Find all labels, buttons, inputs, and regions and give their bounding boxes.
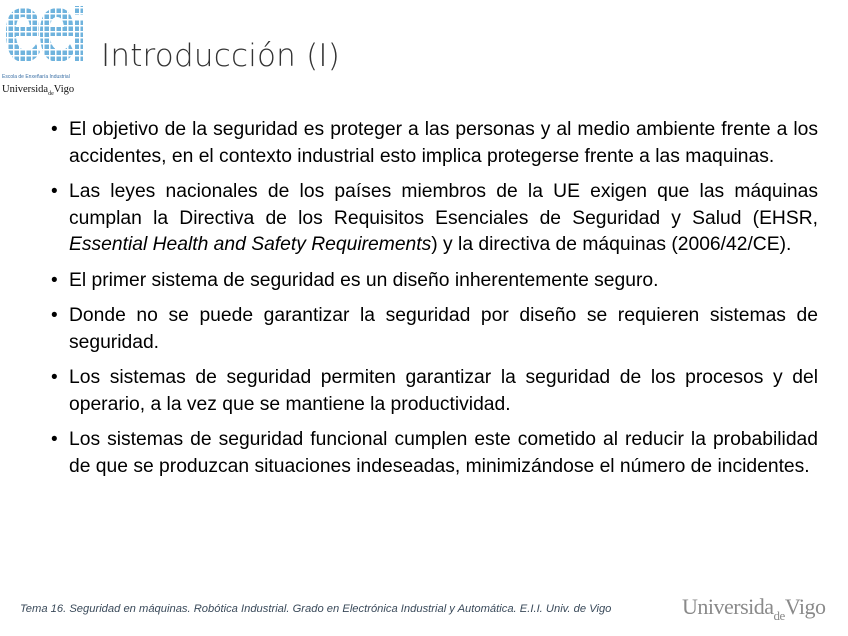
bullet-dot: • <box>51 367 58 388</box>
bullet-text: Los sistemas de seguridad funcional cumplen este cometido al reducir la probabilidad de que se produzcan situaciones indeseadas, minimizándose el número de incidentes. <box>69 429 818 477</box>
bullet-item <box>51 365 818 418</box>
bullet-item <box>51 427 818 480</box>
bullet-item <box>51 303 818 356</box>
bullet-item <box>51 179 818 259</box>
bullet-dot: • <box>51 269 58 291</box>
logo-uni-de: de <box>48 91 54 97</box>
eei-logo <box>2 2 84 98</box>
bullet-dot: • <box>51 305 58 326</box>
bullet-dot: • <box>51 119 58 140</box>
logo-uni-b: Vigo <box>53 84 75 95</box>
footer-brand-b: Vigo <box>784 594 826 619</box>
footer-text: Tema 16. Seguridad en máquinas. Robótica Industrial. Grado en Electrónica Industrial y Automática. E.I.I. Univ. de Vigo <box>20 603 612 615</box>
logo-uni-a: Universida <box>2 84 49 95</box>
bullet-list <box>51 117 818 489</box>
bullet-text-b: ) y la directiva de máquinas (2006/42/CE). <box>431 234 792 255</box>
footer-university-brand <box>682 594 826 624</box>
bullet-text-emphasis: Essential Health and Safety Requirements <box>69 234 432 255</box>
logo-caption: Escola de Enxeñaría Industrial <box>2 74 70 80</box>
logo-university-name <box>2 84 86 97</box>
bullet-text: Donde no se puede garantizar la seguridad por diseño se requieren sistemas de seguridad. <box>69 305 818 353</box>
eei-logo-mark <box>2 2 84 72</box>
bullet-item <box>51 117 818 170</box>
bullet-text: El objetivo de la seguridad es proteger a las personas y al medio ambiente frente a los accidentes, en el contexto industrial esto implica protegerse frente a las maquinas. <box>69 119 818 167</box>
bullet-text: El primer sistema de seguridad es un diseño inherentemente seguro. <box>69 269 659 291</box>
bullet-text-a: Las leyes nacionales de los países miembros de la UE exigen que las máquinas cumplan la Directiva de los Requisitos Esenciales de Seguridad y Salud (EHSR, <box>69 181 818 229</box>
footer-brand-a: Universida <box>682 594 774 619</box>
bullet-dot: • <box>51 429 58 450</box>
bullet-text: Los sistemas de seguridad permiten garantizar la seguridad de los procesos y del operario, a la vez que se mantiene la productividad. <box>69 367 818 415</box>
bullet-dot: • <box>51 181 58 202</box>
footer-brand-de: de <box>773 608 785 623</box>
slide-title: Introducción (I) <box>101 38 340 74</box>
bullet-item <box>51 268 818 295</box>
